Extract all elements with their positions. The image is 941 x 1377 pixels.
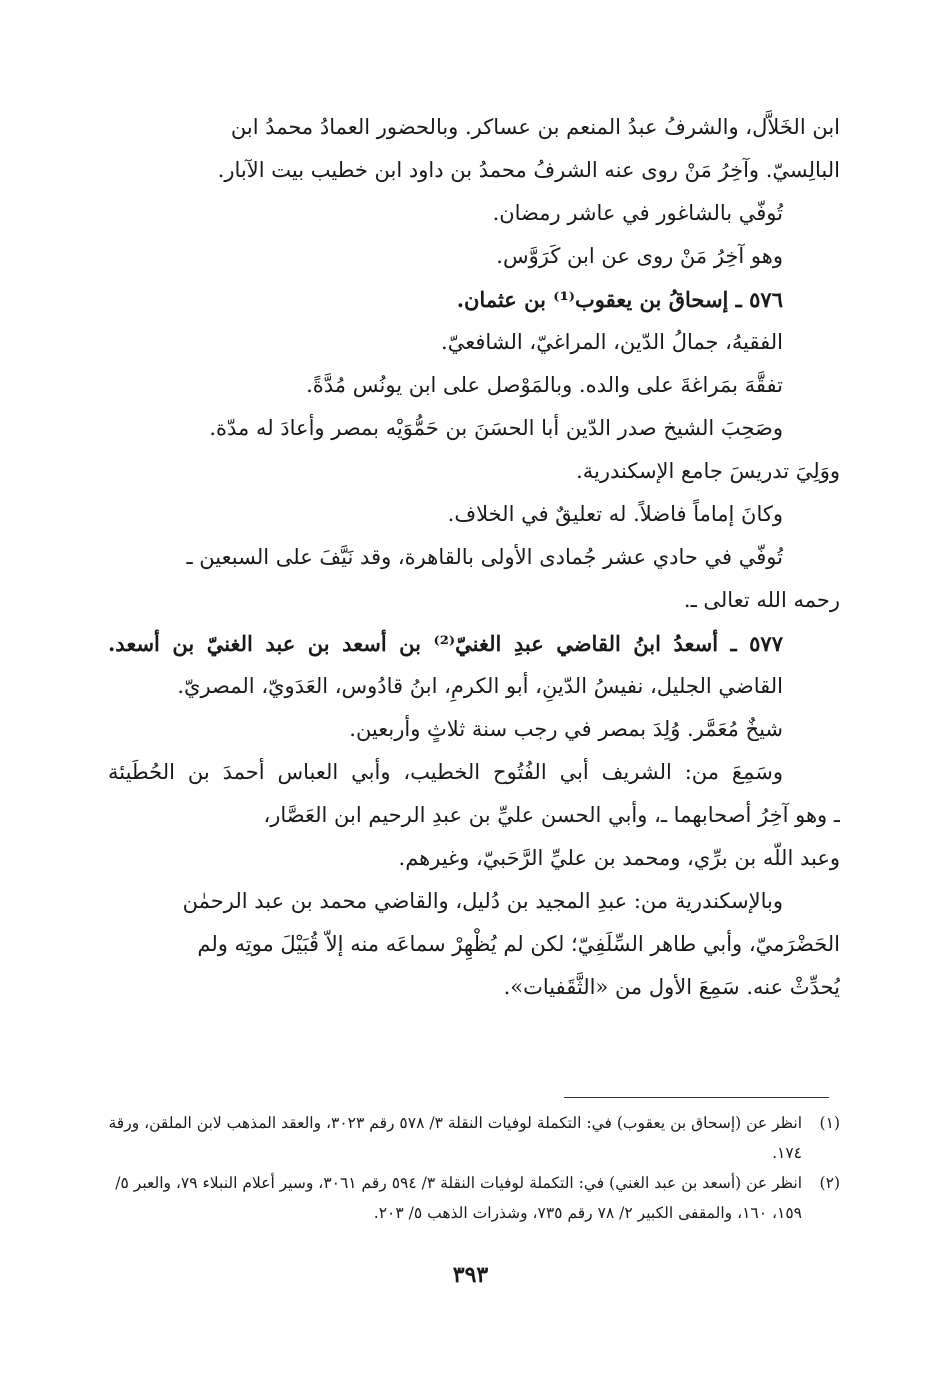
footnote (108, 1108, 840, 1168)
text-line: وسَمِعَ من: الشريف أبي الفُتُوح الخطيب، وأبي العباس أحمدَ بن الحُطَيئة (108, 760, 783, 784)
footnotes (108, 1108, 840, 1228)
text-line: تُوفّي بالشاغور في عاشر رمضان. (492, 201, 783, 225)
text-line: وصَحِبَ الشيخ صدر الدّين أبا الحسَنَ بن حَمُّوَيْه بمصر وأعادَ له مدّة. (209, 416, 783, 440)
footnote (108, 1168, 840, 1228)
footnote-separator (564, 1097, 829, 1098)
text-line: تفقَّهَ بمَراغةَ على والده. وبالمَوْصل على ابن يونُس مُدَّةً. (306, 373, 783, 397)
text-line: تُوفّي في حادي عشر جُمادى الأولى بالقاهرة، وقد نَيَّفَ على السبعين ـ (186, 545, 783, 569)
footnote-number: (١) (819, 1114, 840, 1132)
footnote-number: (٢) (819, 1174, 840, 1192)
text-line: ووَلِيَ تدريسَ جامع الإسكندرية. (576, 459, 840, 483)
text-line: رحمه الله تعالى ـ. (683, 588, 840, 612)
text-line: شيخٌ مُعَمَّر. وُلِدَ بمصر في رجب سنة ثلاثٍ وأربعين. (349, 717, 783, 741)
page-number: ٣٩٣ (452, 1262, 489, 1288)
text-line: وهو آخِرُ مَنْ روى عن ابن كَرَوَّس. (496, 244, 783, 268)
text-line: الحَضْرَميّ، وأبي طاهر السِّلَفِيّ؛ لكن لم يُظْهِرْ سماعَه منه إلاّ قُبَيْلَ موتِه ولم (197, 932, 840, 956)
text-line: يُحدِّثْ عنه. سَمِعَ الأول من «الثَّقَفيات». (503, 975, 840, 999)
text-line: ـ وهو آخِرُ أصحابهما ـ، وأبي الحسن عليِّ بن عبدِ الرحيم ابن العَصَّار، (263, 803, 840, 827)
main-text (108, 106, 840, 1009)
text-line: البالِسيّ. وآخِرُ مَنْ روى عنه الشرفُ محمدُ بن داود ابن خطيب بيت الآبار. (217, 158, 840, 182)
text-line: وعبد اللّه بن برِّي، ومحمد بن عليِّ الرَّحَبيّ، وغيرهم. (398, 846, 840, 870)
entry-heading: ٥٧٧ ـ أسعدُ ابنُ القاضي عبدِ الغنيّ⁽²⁾ بن أسعد بن عبد الغنيّ بن أسعد. (108, 631, 783, 656)
entry-heading: ٥٧٦ ـ إسحاقُ بن يعقوب⁽¹⁾ بن عثمان. (456, 287, 783, 312)
text-line: وبالإسكندرية من: عبدِ المجيد بن دُليل، والقاضي محمد بن عبد الرحمٰن (182, 889, 783, 913)
footnote-text: انظر عن (أسعد بن عبد الغني) في: التكملة لوفيات النقلة ٣/ ٥٩٤ رقم ٣٠٦١، وسير أعلام النبلاء ٧٩، والعبر ٥/ ١٥٩، ١٦٠، والمقفى الكبير ٢/ ٧٨ رقم ٧٣٥، وشذرات الذهب ٥/ ٢٠٣. (115, 1174, 802, 1222)
text-line: القاضي الجليل، نفيسُ الدّينِ، أبو الكرمِ، ابنُ قادُوس، العَدَويّ، المصريّ. (177, 674, 783, 698)
text-line: وكانَ إماماً فاضلاً. له تعليقٌ في الخلاف. (447, 502, 783, 526)
text-line: ابن الخَلاَّل، والشرفُ عبدُ المنعم بن عساكر. وبالحضور العمادُ محمدُ ابن (230, 115, 840, 139)
text-line: الفقيهُ، جمالُ الدّين، المراغيّ، الشافعيّ. (441, 330, 783, 354)
footnote-text: انظر عن (إسحاق بن يعقوب) في: التكملة لوفيات النقلة ٣/ ٥٧٨ رقم ٣٠٢٣، والعقد المذهب لابن الملقن، ورقة ١٧٤. (108, 1114, 802, 1162)
